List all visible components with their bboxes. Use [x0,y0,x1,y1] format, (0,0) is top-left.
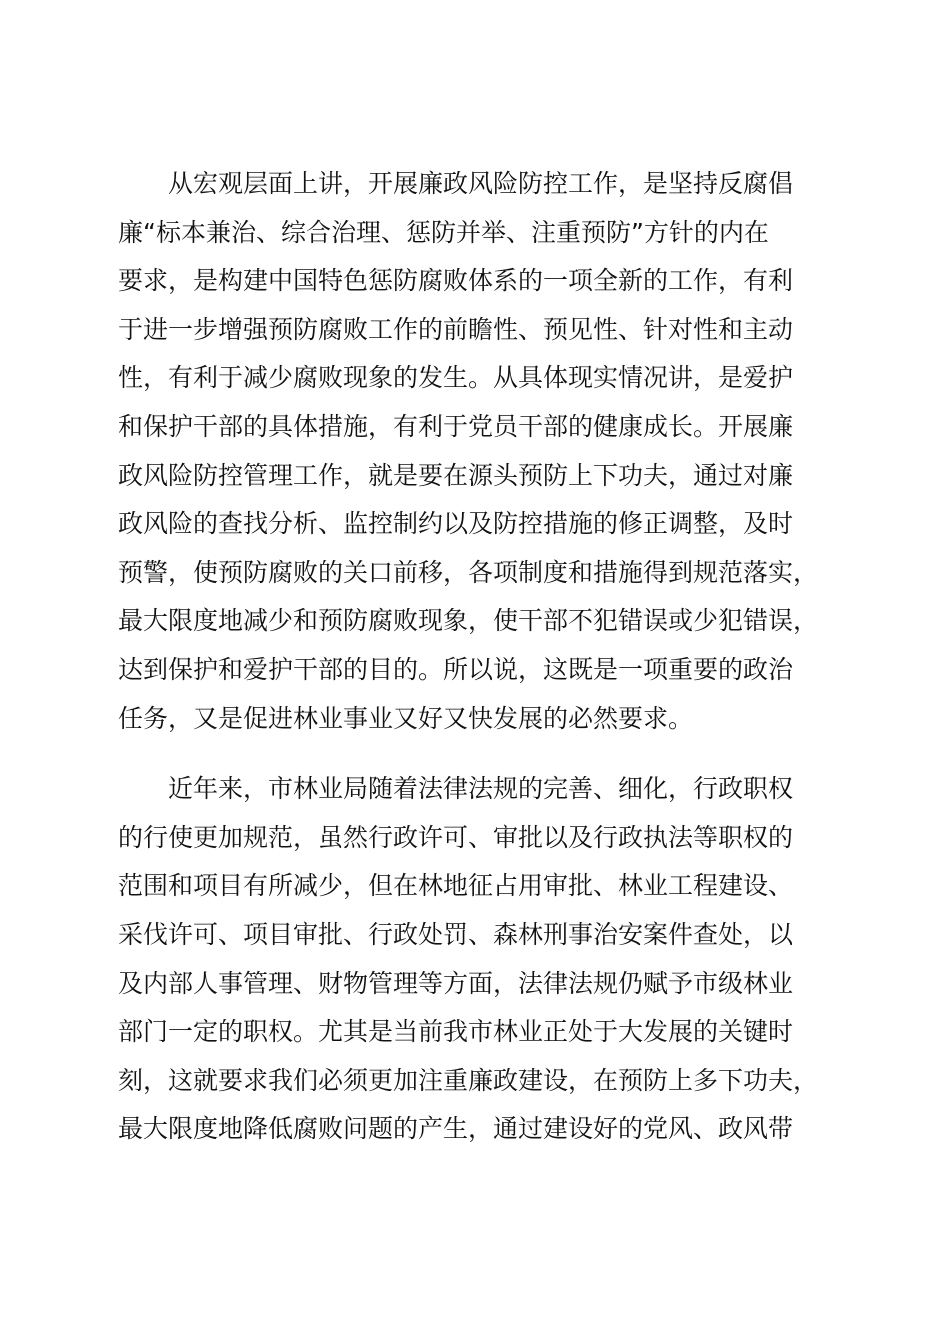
text-line: 采伐许可、项目审批、行政处罚、森林刑事治安案件查处，以 [118,919,794,949]
text-line: 要求，是构建中国特色惩防腐败体系的一项全新的工作，有利 [118,266,794,296]
text-line: 刻，这就要求我们必须更加注重廉政建设，在预防上多下功夫， [118,1065,819,1095]
text-line: 及内部人事管理、财物管理等方面，法律法规仍赋予市级林业 [118,968,794,998]
text-line: 政风险的查找分析、监控制约以及防控措施的修正调整，及时 [118,509,794,539]
text-line: 近年来，市林业局随着法律法规的完善、细化，行政职权 [168,774,794,804]
text-line: 从宏观层面上讲，开展廉政风险防控工作，是坚持反腐倡 [168,169,794,198]
paragraph-spacer [118,743,838,765]
text-line: 范围和项目有所减少，但在林地征占用审批、林业工程建设、 [118,871,794,901]
text-line: 性，有利于减少腐败现象的发生。从具体现实情况讲，是爱护 [118,363,794,393]
text-line: 任务，又是促进林业事业又好又快发展的必然要求。 [118,703,694,733]
text-line: 预警，使预防腐败的关口前移，各项制度和措施得到规范落实， [118,557,819,587]
text-line: 和保护干部的具体措施，有利于党员干部的健康成长。开展廉 [118,411,794,441]
text-line: 于进一步增强预防腐败工作的前瞻性、预见性、针对性和主动 [118,314,794,344]
text-line: 最大限度地降低腐败问题的产生，通过建设好的党风、政风带 [118,1114,794,1144]
paragraph-2 [118,765,838,1154]
text-line: 的行使更加规范，虽然行政许可、审批以及行政执法等职权的 [118,822,794,852]
document-page [118,160,838,1154]
text-line: 廉“标本兼治、综合治理、惩防并举、注重预防”方针的内在 [118,217,769,247]
text-line: 达到保护和爱护干部的目的。所以说，这既是一项重要的政治 [118,654,794,684]
text-line: 最大限度地减少和预防腐败现象，使干部不犯错误或少犯错误， [118,606,819,636]
text-line: 部门一定的职权。尤其是当前我市林业正处于大发展的关键时 [118,1017,794,1047]
text-line: 政风险防控管理工作，就是要在源头预防上下功夫，通过对廉 [118,460,794,490]
paragraph-1 [118,160,838,743]
